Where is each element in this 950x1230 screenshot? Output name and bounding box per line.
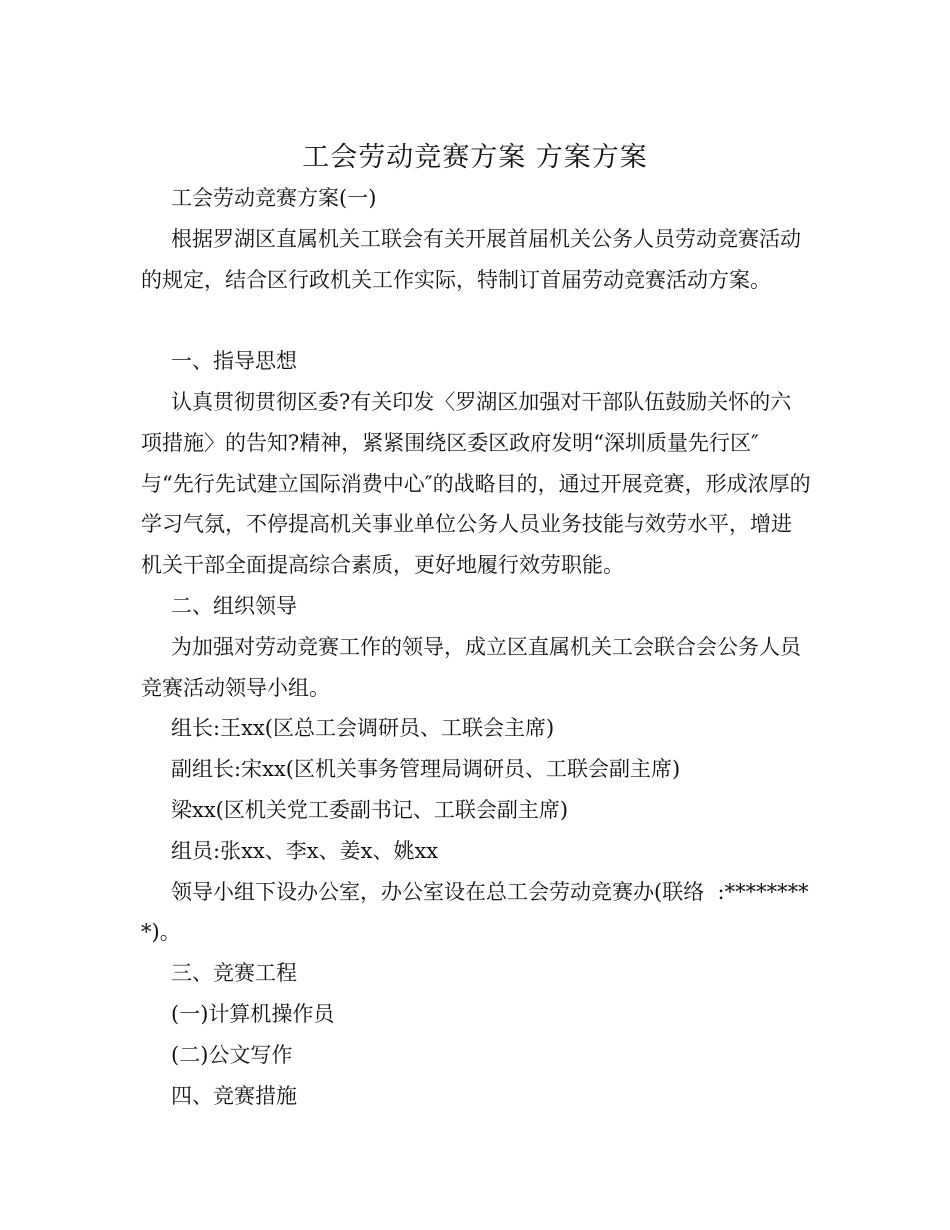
intro-paragraph: 根据罗湖区直属机关工联会有关开展首届机关公务人员劳动竞赛活动的规定，结合区行政机关工作实际，特制订首届劳动竞赛活动方案。 [141, 226, 801, 292]
office-paragraph: 领导小组下设办公室，办公室设在总工会劳动竞赛办(联络 :*********)。 [141, 879, 809, 945]
blank-line [141, 300, 811, 341]
section-heading-organization: 二、组织领导 [171, 593, 297, 618]
document-body [141, 178, 811, 1116]
members-line: 组员:张xx、李x、姜x、姚xx [171, 838, 439, 863]
section-heading-guiding-ideology: 一、指导思想 [171, 349, 297, 374]
section-heading-competition-measures: 四、竞赛措施 [171, 1083, 297, 1108]
document-title: 工会劳动竞赛方案 方案方案 [302, 142, 648, 173]
organization-paragraph: 为加强对劳动竞赛工作的领导，成立区直属机关工会联合会公务人员竞赛活动领导小组。 [141, 634, 801, 700]
competition-item-2: (二)公文写作 [171, 1042, 293, 1067]
leader-line: 组长:王xx(区总工会调研员、工联会主席) [171, 716, 555, 741]
guiding-ideology-paragraph: 认真贯彻贯彻区委?有关印发〈罗湖区加强对干部队伍鼓励关怀的六项措施〉的告知?精神，紧紧围绕区委区政府发明“深圳质量先行区″与“先行先试建立国际消费中心″的战略目的，通过开展竞赛，形成浓厚的学习气氛，不停提高机关事业单位公务人员业务技能与效劳水平，增进机关干部全面提高综合素质，更好地履行效劳职能。 [141, 389, 811, 578]
competition-item-1: (一)计算机操作员 [171, 1001, 335, 1026]
deputy-leader-line: 副组长:宋xx(区机关事务管理局调研员、工联会副主席) [171, 757, 681, 782]
section-heading-competition-items: 三、竞赛工程 [171, 961, 297, 986]
deputy-leader-line-2: 梁xx(区机关党工委副书记、工联会副主席) [171, 797, 569, 822]
subtitle-paragraph: 工会劳动竞赛方案(一) [171, 186, 377, 210]
